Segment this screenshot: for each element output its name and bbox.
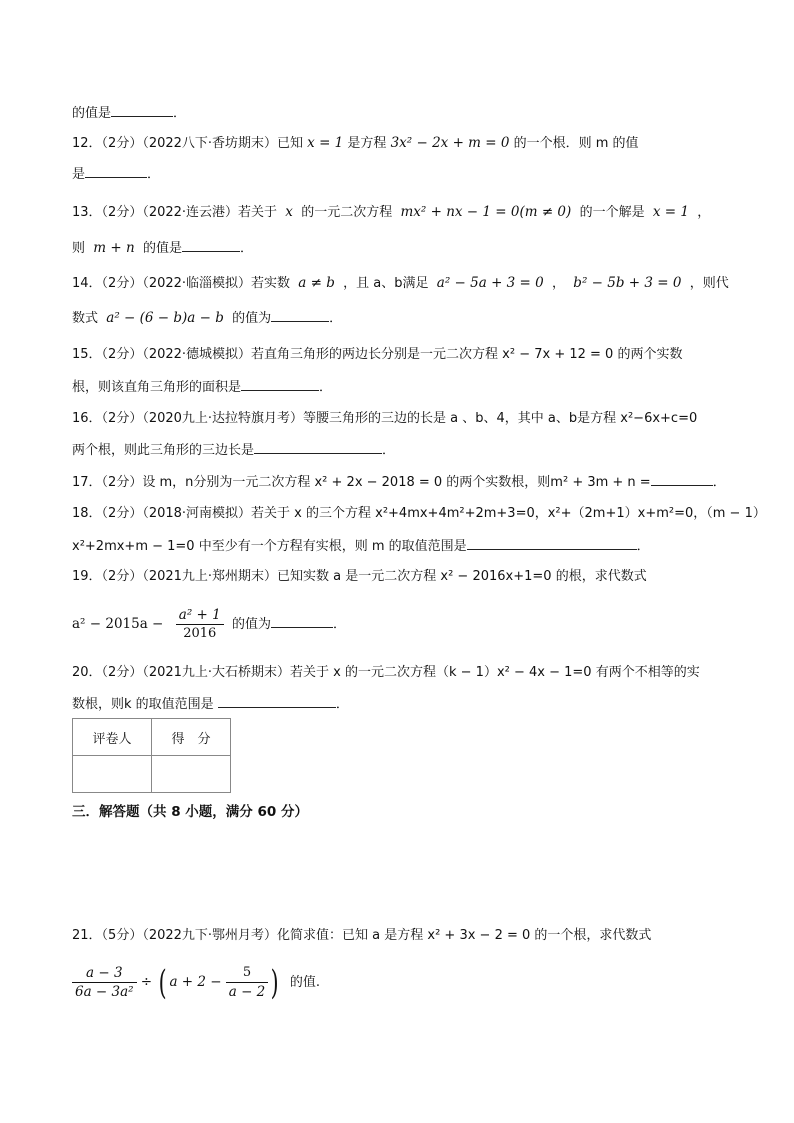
reviewer-header: 评卷人 — [73, 719, 152, 756]
question-21-line1: 21．（5分）（2022九下·鄂州月考）化简求值：已知 a 是方程 x² + 3x − 2 = 0 的一个根，求代数式 — [72, 928, 652, 943]
fraction-1: $\frac{a - 3}{\text{6a − 3a²}}$ — [72, 965, 137, 1000]
left-paren: ( — [158, 962, 167, 1003]
question-21-line2: $\frac{a - 3}{\text{6a − 3a²}}$ ÷ ( a + 2 − $\frac{5}{a - 2}$ ) 的值. — [72, 958, 320, 1007]
question-12-line2: 是 ． — [72, 167, 161, 182]
question-16-line2: 两个根，则此三角形的三边长是 ． — [72, 443, 396, 458]
answer-blank[interactable] — [182, 239, 240, 252]
q11-tail: 的值是 ． — [72, 106, 187, 121]
answer-blank[interactable] — [254, 441, 382, 454]
answer-blank[interactable] — [271, 615, 333, 628]
fraction: $\frac{\text{a² + 1}}{2016}$ — [176, 607, 224, 642]
question-14-line2: 数式 a² − (6 − b)a − b 的值为 ． — [72, 310, 343, 326]
score-table — [72, 718, 231, 793]
question-13-line2: 则 m + n 的值是 ． — [72, 240, 253, 256]
question-15-line1: 15．（2分）（2022·德城模拟）若直角三角形的两边长分别是一元二次方程 x² − 7x + 12 = 0 的两个实数 — [72, 347, 683, 362]
answer-blank[interactable] — [467, 537, 637, 550]
question-13-line1: 13．（2分）（2022·连云港）若关于 x 的一元二次方程 mx² + nx − 1 = 0(m ≠ 0) 的一个解是 x = 1 ， — [72, 204, 711, 220]
score-header: 得 分 — [152, 719, 231, 756]
answer-blank[interactable] — [85, 165, 147, 178]
question-12-line1: 12．（2分）（2022八下·香坊期末）已知 x = 1 是方程 3x² − 2x + m = 0 的一个根．则 m 的值 — [72, 135, 639, 151]
question-18-line2: x²+2mx+m − 1=0 中至少有一个方程有实根，则 m 的取值范围是 ． — [72, 539, 650, 554]
answer-blank[interactable] — [241, 378, 319, 391]
question-18-line1: 18．（2分）（2018·河南模拟）若关于 x 的三个方程 x²+4mx+4m²+2m+3=0，x²+（2m+1）x+m²=0，（m − 1） — [72, 506, 766, 521]
fraction-2: $\frac{5}{a - 2}$ — [226, 965, 269, 1000]
question-16-line1: 16．（2分）（2020九上·达拉特旗月考）等腰三角形的三边的长是 a 、b、4，其中 a、b是方程 x²−6x+c=0 — [72, 411, 698, 426]
question-20-line1: 20．（2分）（2021九上·大石桥期末）若关于 x 的一元二次方程（k − 1）x² − 4x − 1=0 有两个不相等的实 — [72, 665, 700, 680]
question-15-line2: 根，则该直角三角形的面积是 ． — [72, 380, 333, 395]
section-heading: 三．解答题（共 8 小题，满分 60 分） — [72, 804, 308, 820]
question-19-line2: a² − 2015a − $\frac{\text{a² + 1}}{2016}$ 的值为 ． — [72, 607, 347, 641]
answer-blank[interactable] — [271, 309, 329, 322]
question-20-line2: 数根，则k 的取值范围是 ． — [72, 697, 349, 712]
reviewer-cell[interactable] — [73, 756, 152, 793]
right-paren: ) — [270, 962, 279, 1003]
question-19-line1: 19．（2分）（2021九上·郑州期末）已知实数 a 是一元二次方程 x² − 2016x+1=0 的根，求代数式 — [72, 569, 647, 584]
answer-blank[interactable] — [111, 104, 173, 117]
question-17-line1: 17．（2分）设 m，n分别为一元二次方程 x² + 2x − 2018 = 0 的两个实数根，则m² + 3m + n = ． — [72, 475, 726, 490]
answer-blank[interactable] — [651, 473, 713, 486]
answer-blank[interactable] — [218, 695, 336, 708]
score-cell[interactable] — [152, 756, 231, 793]
question-14-line1: 14．（2分）（2022·临淄模拟）若实数 a ≠ b ，且 a、b满足 a² − 5a + 3 = 0 ， b² − 5b + 3 = 0 ，则代 — [72, 275, 729, 291]
